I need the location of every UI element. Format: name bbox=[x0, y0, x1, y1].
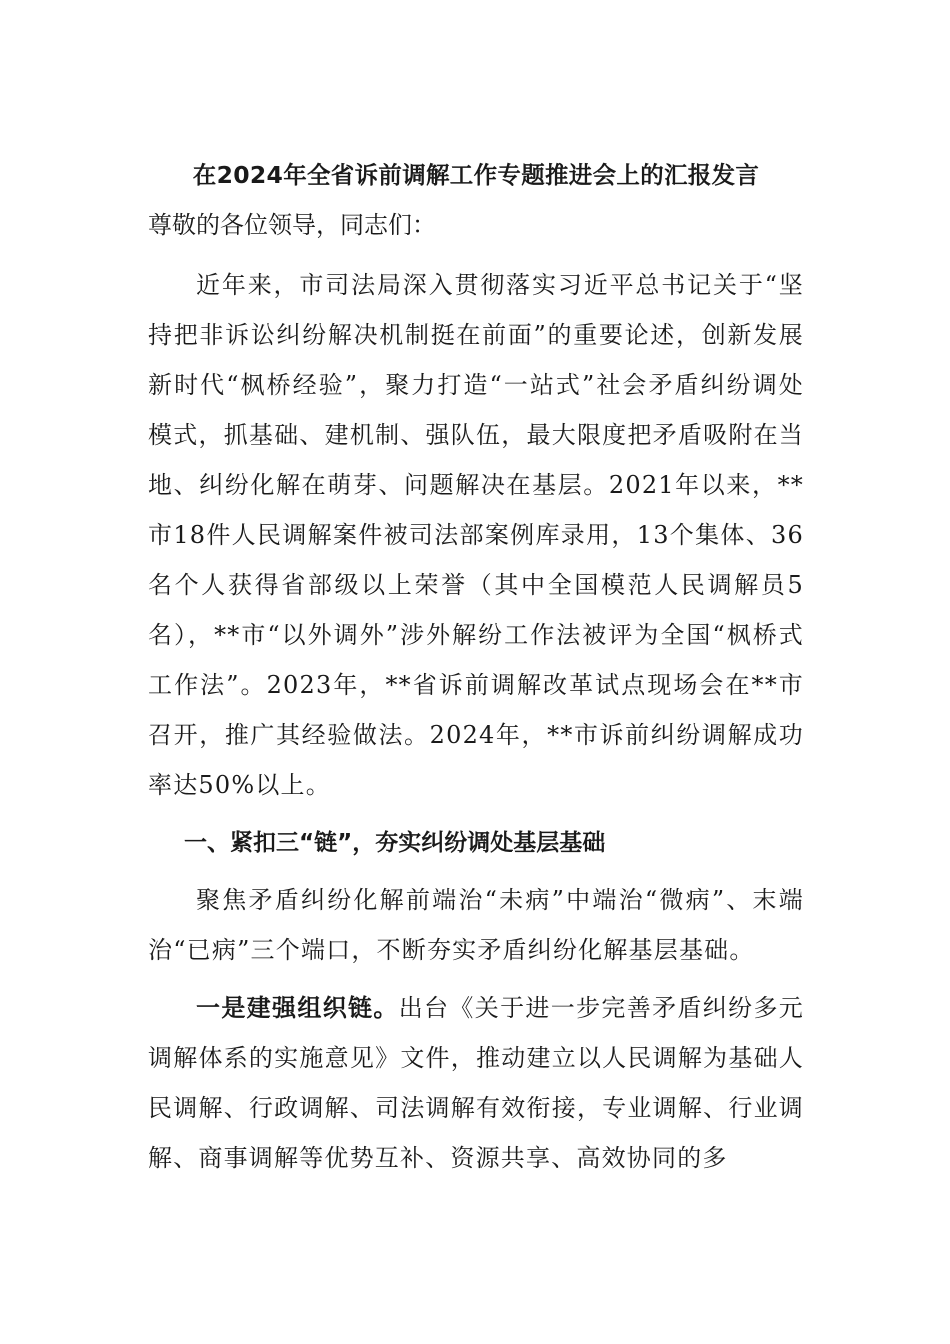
document-page bbox=[148, 150, 804, 1183]
section-intro-paragraph: 聚焦矛盾纠纷化解前端治“未病”中端治“微病”、末端治“已病”三个端口，不断夯实矛盾纠纷化解基层基础。 bbox=[148, 886, 804, 964]
point-one-text: 出台《关于进一步完善矛盾纠纷多元调解体系的实施意见》文件，推动建立以人民调解为基础人民调解、行政调解、司法调解有效衔接，专业调解、行业调解、商事调解等优势互补、资源共享、高效协同的多 bbox=[148, 994, 804, 1172]
intro-paragraph: 近年来，市司法局深入贯彻落实习近平总书记关于“坚持把非诉讼纠纷解决机制挺在前面”的重要论述，创新发展新时代“枫桥经验”，聚力打造“一站式”社会矛盾纠纷调处模式，抓基础、建机制、强队伍，最大限度把矛盾吸附在当地、纠纷化解在萌芽、问题解决在基层。2021年以来，**市18件人民调解案件被司法部案例库录用，13个集体、36名个人获得省部级以上荣誉（其中全国模范人民调解员5名），**市“以外调外”涉外解纷工作法被评为全国“枫桥式工作法”。2023年，**省诉前调解改革试点现场会在**市召开，推广其经验做法。2024年，**市诉前纠纷调解成功率达50%以上。 bbox=[148, 271, 804, 799]
point-one-lead: 一是建强组织链。 bbox=[196, 994, 399, 1022]
section-heading: 一、紧扣三“链”，夯实纠纷调处基层基础 bbox=[184, 830, 606, 856]
point-one-paragraph bbox=[148, 983, 804, 1183]
document-title: 在2024年全省诉前调解工作专题推进会上的汇报发言 bbox=[192, 161, 760, 189]
salutation: 尊敬的各位领导，同志们： bbox=[148, 211, 436, 239]
